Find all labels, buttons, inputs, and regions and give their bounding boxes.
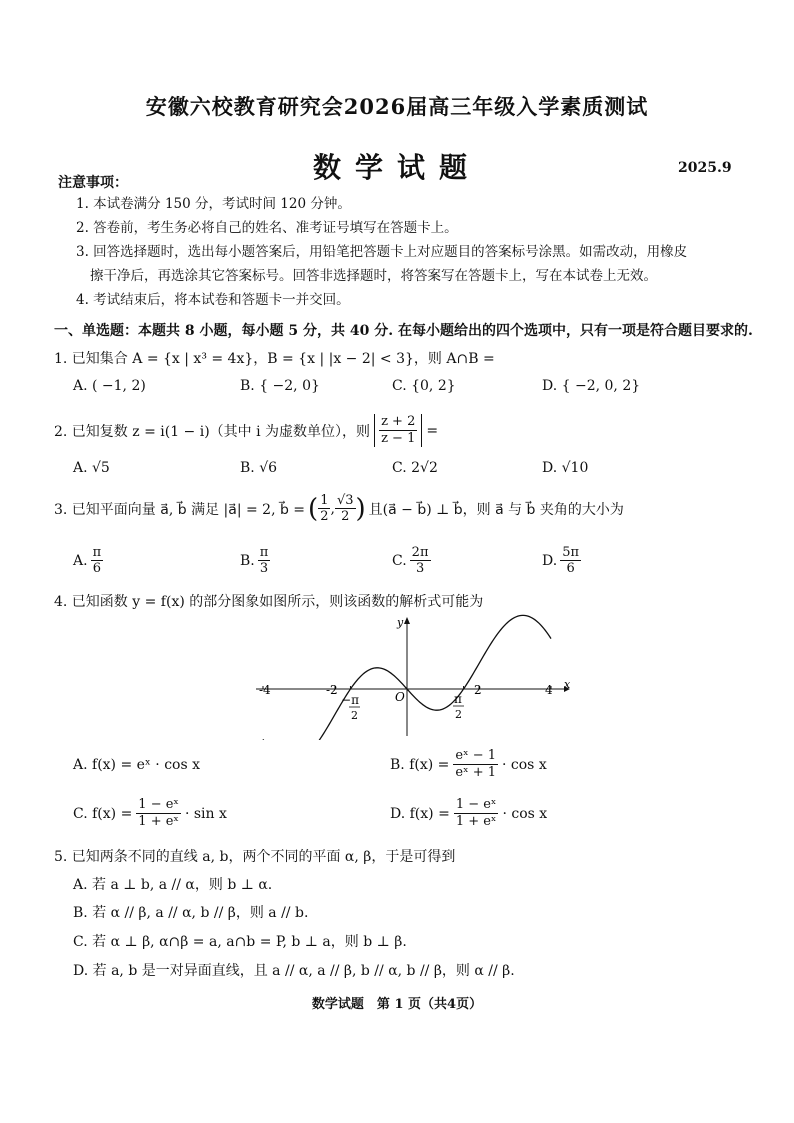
q4-option-b <box>390 748 547 781</box>
question-2-stem <box>54 414 438 447</box>
y-axis-label: y <box>397 616 404 629</box>
q4-option-b-tail: · cos x <box>502 756 547 773</box>
q4-option-c-label: C. f(x) = <box>73 805 133 822</box>
q4-option-c-den: 1 + eˣ <box>138 814 179 829</box>
q4-option-d <box>390 797 547 830</box>
q4-option-c-tail: · sin x <box>184 805 227 822</box>
notes-heading: 注意事项： <box>58 175 128 191</box>
q3-option-c-num: 2π <box>411 545 429 560</box>
q3-option-a-den: 6 <box>92 561 101 576</box>
q3-option-d-den: 6 <box>566 561 575 576</box>
q3-option-d <box>542 545 581 576</box>
tick-neg-pi-den: 2 <box>351 709 358 722</box>
q4-option-d-den: 1 + eˣ <box>455 814 497 829</box>
q3-stem-b: 且(a⃗ − b⃗) ⊥ b⃗，则 a⃗ 与 b⃗ 夹角的大小为 <box>368 501 624 518</box>
q3-option-c <box>392 545 431 576</box>
question-3-stem <box>54 493 624 524</box>
q5-option-d: D. 若 a, b 是一对异面直线，且 a // α, a // β, b // α, b // β，则 α // β. <box>73 963 515 979</box>
q3-option-d-num: 5π <box>562 545 580 560</box>
q2-frac-denominator: z − 1 <box>381 431 416 446</box>
origin-label: O <box>395 690 405 704</box>
q5-option-c: C. 若 α ⊥ β, α∩β = a, a∩b = P, b ⊥ a，则 b ⊥ β. <box>73 934 407 950</box>
q4-option-d-label: D. f(x) = <box>390 805 450 822</box>
q3-option-b <box>240 545 270 576</box>
q3-x-num: 1 <box>320 493 329 508</box>
q3-y-den: 2 <box>341 509 350 524</box>
q5-option-a: A. 若 a ⊥ b, a // α，则 b ⊥ α. <box>73 877 273 893</box>
q3-option-a <box>73 545 103 576</box>
q5-option-b: B. 若 α // β, a // α, b // β，则 a // b. <box>73 905 309 921</box>
q4-option-c <box>73 797 227 830</box>
q3-x-den: 2 <box>320 509 329 524</box>
q3-option-a-label: A. <box>73 552 88 569</box>
q2-option-b: B. √6 <box>240 460 278 476</box>
question-1-stem: 1. 已知集合 A = {x | x³ = 4x}，B = {x | |x − 2| < 3}，则 A∩B = <box>54 351 495 367</box>
q3-option-d-label: D. <box>542 552 558 569</box>
tick-label-2: 2 <box>474 683 482 697</box>
tick-label-pi-half: π <box>454 692 462 706</box>
q4-option-b-den: eˣ + 1 <box>455 765 497 780</box>
q3-option-a-num: π <box>92 545 102 560</box>
page-footer: 数学试题 第 1 页（共4页） <box>311 997 483 1012</box>
q2-stem-prefix: 2. 已知复数 z = i(1 − i)（其中 i 为虚数单位），则 <box>54 423 371 440</box>
q1-option-b: B. { −2, 0} <box>240 378 320 394</box>
section-heading: 一、单选题：本题共 8 小题，每小题 5 分，共 40 分. 在每小题给出的四个选项中，只有一项是符合题目要求的. <box>54 323 753 339</box>
q4-option-c-num: 1 − eˣ <box>138 797 179 812</box>
q3-option-b-den: 3 <box>259 561 269 576</box>
tick-label-4: 4 <box>545 683 553 697</box>
x-axis-label: x <box>564 678 571 691</box>
function-graph <box>252 612 582 740</box>
tick-label-neg-pi-half: −π <box>341 693 359 707</box>
exam-date: 2025.9 <box>678 160 732 176</box>
q2-option-c: C. 2√2 <box>392 460 438 476</box>
q3-option-c-den: 3 <box>415 561 425 576</box>
q4-option-d-num: 1 − eˣ <box>455 797 497 812</box>
q2-option-d: D. √10 <box>542 460 589 476</box>
exam-header: 安徽六校教育研究会2026届高三年级入学素质测试 <box>145 94 649 119</box>
tick-label-neg4: -4 <box>259 683 271 697</box>
question-4-stem: 4. 已知函数 y = f(x) 的部分图象如图所示，则该函数的解析式可能为 <box>54 594 484 610</box>
tick-pi-den: 2 <box>455 708 462 721</box>
note-4: 4. 考试结束后，将本试卷和答题卡一并交回。 <box>76 292 350 308</box>
q1-option-a: A. ( −1, 2) <box>73 378 146 394</box>
q2-stem-suffix: = <box>426 422 439 439</box>
q1-option-d: D. { −2, 0, 2} <box>542 378 641 394</box>
tick-label-neg2: -2 <box>326 683 338 697</box>
q3-y-num: √3 <box>336 493 354 508</box>
note-1: 1. 本试卷满分 150 分，考试时间 120 分钟。 <box>76 196 351 212</box>
tick-neg-pi: π <box>351 693 359 707</box>
note-3-cont: 擦干净后，再选涂其它答案标号。回答非选择题时，将答案写在答题卡上，写在本试卷上无效。 <box>90 268 657 284</box>
note-2: 2. 答卷前，考生务必将自己的姓名、准考证号填写在答题卡上。 <box>76 220 458 236</box>
q3-stem-a: 3. 已知平面向量 a⃗, b⃗ 满足 |a⃗| = 2, b⃗ = <box>54 501 306 518</box>
q4-option-a: A. f(x) = eˣ · cos x <box>73 757 201 773</box>
q2-abs-frac <box>374 414 422 447</box>
q1-option-c: C. {0, 2} <box>392 378 456 394</box>
question-5-stem: 5. 已知两条不同的直线 a, b，两个不同的平面 α, β，于是可得到 <box>54 849 456 865</box>
q3-option-c-label: C. <box>392 552 407 569</box>
q4-option-b-num: eˣ − 1 <box>455 748 497 763</box>
q2-frac-numerator: z + 2 <box>381 414 416 429</box>
q4-option-d-tail: · cos x <box>502 805 548 822</box>
q4-option-b-label: B. f(x) = <box>390 756 450 773</box>
q2-option-a: A. √5 <box>73 460 110 476</box>
q3-option-b-label: B. <box>240 552 255 569</box>
y-axis-arrow <box>404 617 410 624</box>
q3-vector-b: ( $\frac{1}{2}$ , $\frac{√3}{2}$ ) <box>308 493 366 524</box>
page-title: 数学试题 <box>312 151 481 184</box>
note-3: 3. 回答选择题时，选出每小题答案后，用铅笔把答题卡上对应题目的答案标号涂黑。如需改动，用橡皮 <box>76 244 688 260</box>
q3-option-b-num: π <box>259 545 269 560</box>
